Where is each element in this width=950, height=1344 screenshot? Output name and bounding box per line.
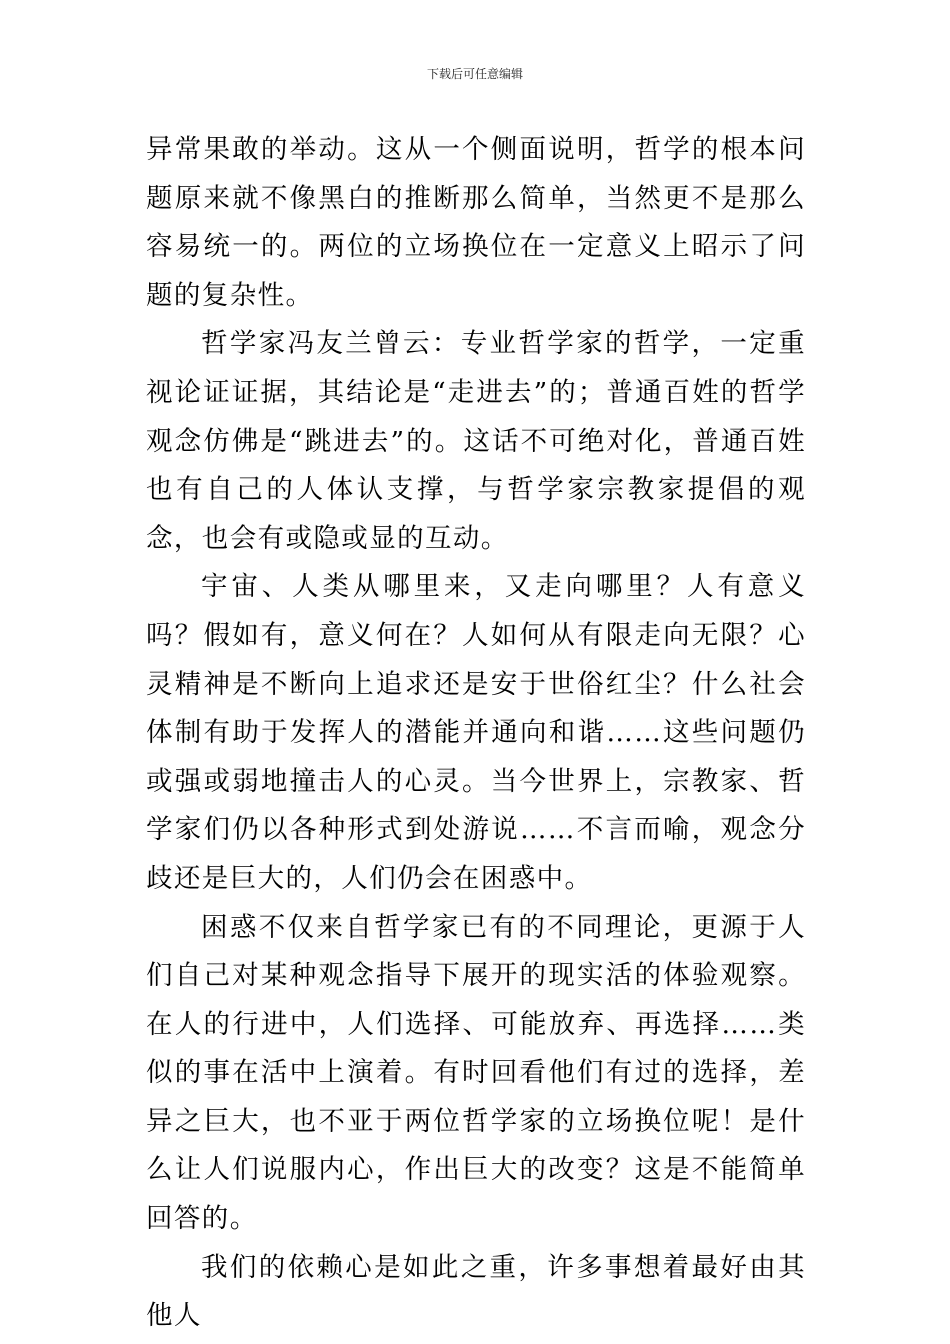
paragraph-continued: 异常果敢的举动。这从一个侧面说明，哲学的根本问题原来就不像黑白的推断那么简单，当然更不是那么容易统一的。两位的立场换位在一定意义上昭示了问题的复杂性。 [146, 134, 806, 311]
document-body [146, 126, 806, 1341]
paragraph: 哲学家冯友兰曾云：专业哲学家的哲学，一定重视论证证据，其结论是“走进去”的；普通百姓的哲学观念仿佛是“跳进去”的。这话不可绝对化，普通百姓也有自己的人体认支撑，与哲学家宗教家提倡的观念，也会有或隐或显的互动。 [146, 328, 806, 554]
paragraph: 困惑不仅来自哲学家已有的不同理论，更源于人们自己对某种观念指导下展开的现实活的体验观察。在人的行进中，人们选择、可能放弃、再选择……类似的事在活中上演着。有时回看他们有过的选择，差异之巨大，也不亚于两位哲学家的立场换位呢！是什么让人们说服内心，作出巨大的改变？这是不能简单回答的。 [146, 911, 806, 1235]
paragraph: 宇宙、人类从哪里来，又走向哪里？人有意义吗？假如有，意义何在？人如何从有限走向无限？心灵精神是不断向上追求还是安于世俗红尘？什么社会体制有助于发挥人的潜能并通向和谐……这些问题仍或强或弱地撞击人的心灵。当今世界上，宗教家、哲学家们仍以各种形式到处游说……不言而喻，观念分歧还是巨大的，人们仍会在困惑中。 [146, 571, 806, 894]
paragraph-truncated: 我们的依赖心是如此之重，许多事想着最好由其他人 [146, 1251, 806, 1332]
page-header: 下载后可任意编辑 [426, 67, 523, 81]
